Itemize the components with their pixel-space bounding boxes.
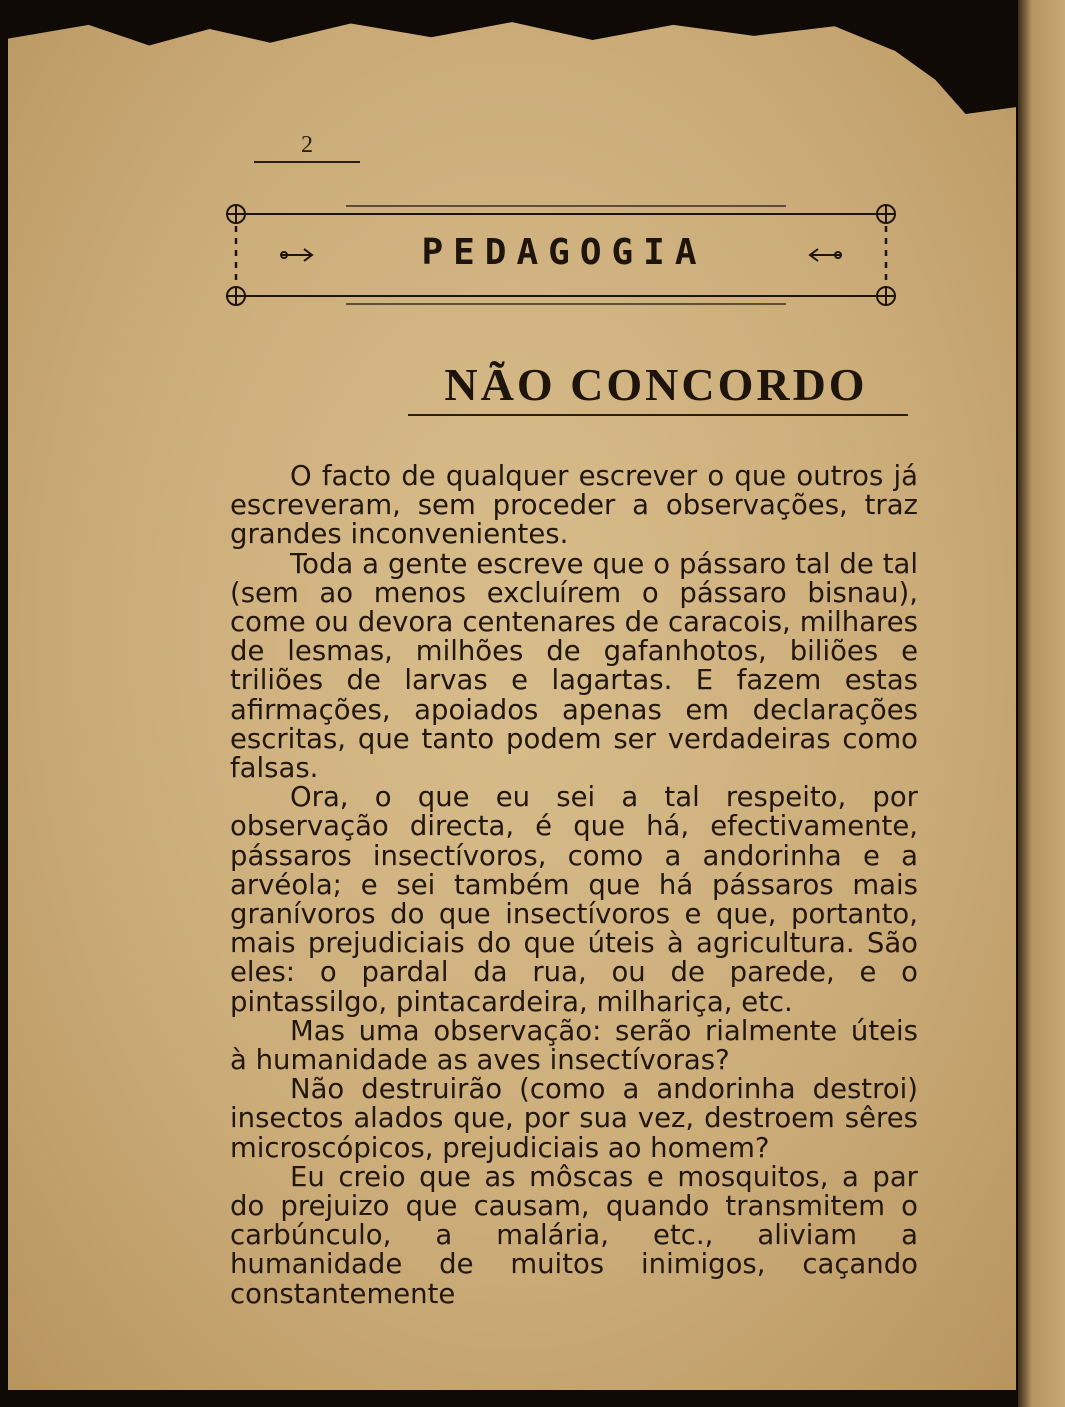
paragraph: Ora, o que eu sei a tal respeito, por observação directa, é que há, efectivamente, pássaros insectívoros, como a andorinha e a arvéola; e sei também que há pássaros mais granívoros do que insectívoros e que, portanto, mais prejudiciais do que úteis à agricultura. São eles: o pardal da rua, ou de parede, e o pintassilgo, pintacardeira, milhariça, etc. bbox=[230, 781, 918, 1018]
paragraph: Toda a gente escreve que o pássaro tal de tal (sem ao menos excluírem o pássaro bisnau), come ou devora centenares de caracois, milhares de lesmas, milhões de gafanhotos, biliões e triliões de larvas e lagartas. E fazem estas afirmações, apoiados apenas em declarações escritas, que tanto podem ser verdadeiras como falsas. bbox=[230, 547, 918, 785]
paragraph: Eu creio que as môscas e mosquitos, a par do prejuizo que causam, quando transmitem o carbúnculo, a malária, etc., aliviam a humanidade de muitos inimigos, caçando constantemente bbox=[230, 1160, 918, 1310]
paragraph: Não destruirão (como a andorinha destroi) insectos alados que, por sua vez, destroem sêres microscópicos, prejudiciais ao homem? bbox=[230, 1073, 918, 1164]
article-body bbox=[230, 462, 918, 1309]
section-title: PEDAGOGIA bbox=[421, 232, 707, 273]
title-underline bbox=[408, 414, 908, 416]
article-title: NÃO CONCORDO bbox=[444, 359, 868, 410]
paragraph: O facto de qualquer escrever o que outros já escreveram, sem proceder a observações, traz grandes inconvenientes. bbox=[230, 460, 918, 551]
paragraph: Mas uma observação: serão rialmente úteis à humanidade as aves insectívoras? bbox=[230, 1014, 918, 1077]
adjacent-page-edge bbox=[1018, 0, 1065, 1407]
page-number: 2 bbox=[254, 132, 360, 163]
